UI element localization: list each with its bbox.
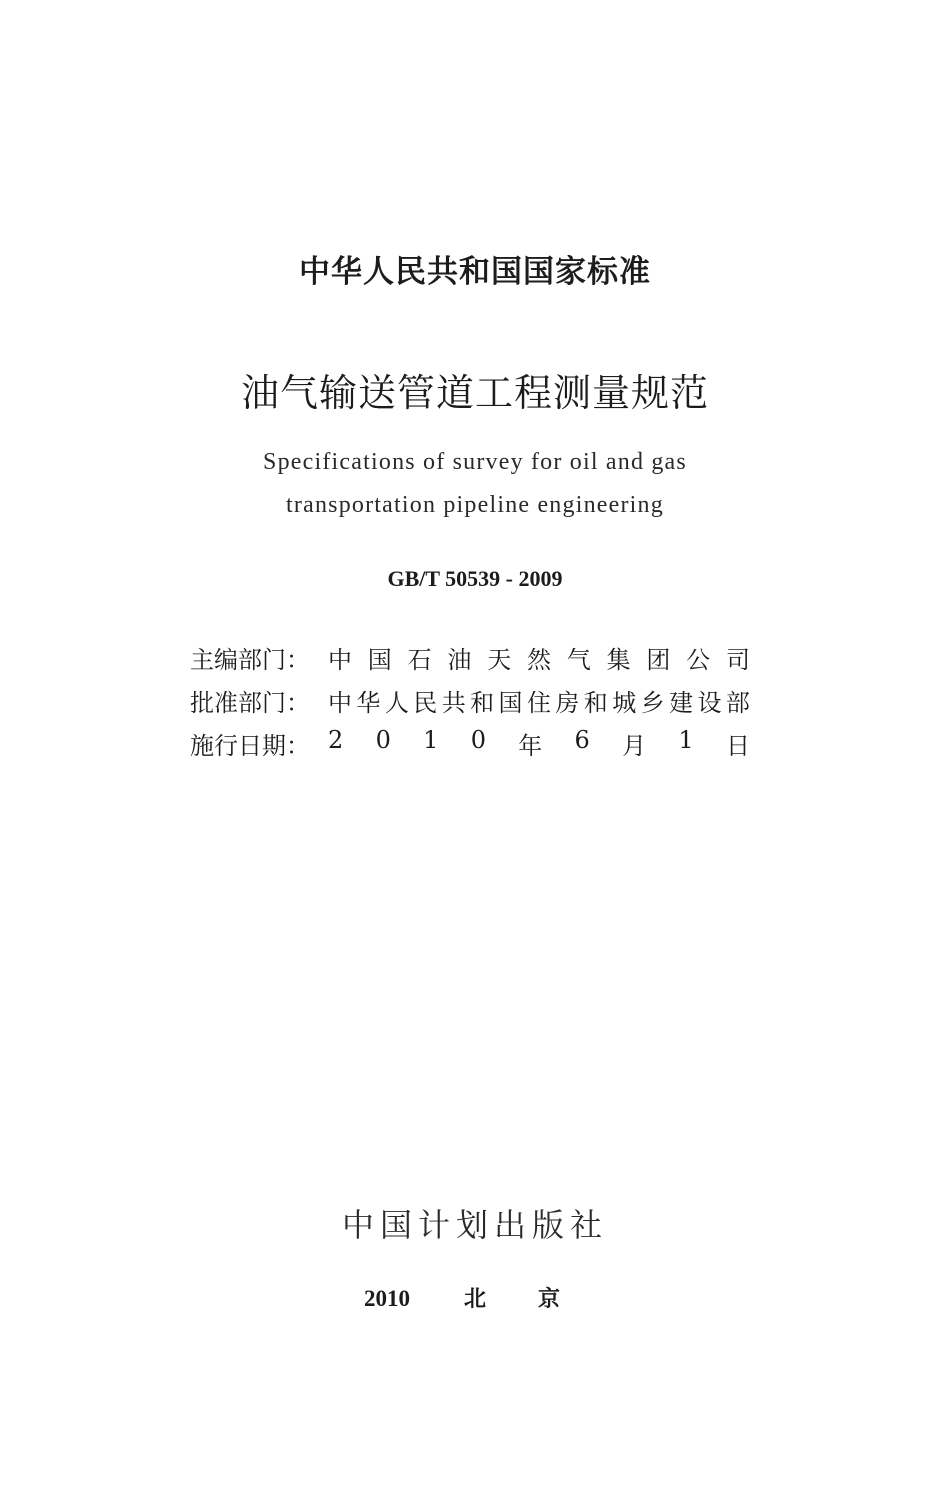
info-char: 国: [367, 646, 392, 674]
document-title-en-line2: transportation pipeline engineering: [286, 492, 664, 518]
editor-label: 主编部门：: [190, 646, 310, 674]
document-title-zh: 油气输送管道工程测量规范: [240, 371, 709, 415]
info-char: 中: [328, 646, 352, 674]
info-char: 集: [606, 646, 631, 674]
info-char: 国: [498, 689, 523, 717]
publisher-name: 中国计划出版社: [341, 1206, 608, 1244]
info-row-editor: [190, 636, 750, 679]
info-char: 城: [612, 689, 637, 717]
info-char: 油: [447, 646, 472, 674]
publication-year: 2010: [363, 1286, 410, 1311]
info-char: 房: [555, 689, 580, 717]
approver-label: 批准部门：: [190, 689, 310, 717]
info-char: 1: [678, 726, 694, 754]
info-char: 和: [583, 689, 608, 717]
publication-city-char-2: 京: [538, 1287, 561, 1312]
info-char: 0: [375, 726, 391, 754]
info-block: [190, 636, 750, 765]
info-char: 团: [646, 646, 671, 674]
info-char: 1: [423, 726, 439, 754]
info-char: 2: [328, 726, 344, 754]
info-char: 华: [356, 689, 381, 717]
info-char: 共: [441, 689, 466, 717]
approver-value: [328, 683, 750, 718]
info-char: 乡: [640, 689, 665, 717]
info-char: 公: [686, 646, 711, 674]
info-char: 6: [574, 726, 590, 754]
info-char: 设: [697, 689, 722, 717]
info-char: 年: [518, 732, 543, 760]
document-title-en-line1: Specifications of survey for oil and gas: [263, 449, 687, 475]
info-char: 和: [470, 689, 495, 717]
info-char: 月: [622, 732, 647, 760]
publication-city-char-1: 北: [463, 1287, 486, 1312]
info-char: 建: [669, 689, 694, 717]
editor-value: [328, 640, 750, 675]
info-row-effective: [190, 722, 750, 765]
info-char: 中: [328, 689, 352, 717]
info-char: 气: [566, 646, 591, 674]
effective-value: [328, 726, 750, 761]
info-row-approver: [190, 679, 750, 722]
info-char: 石: [407, 646, 432, 674]
standard-code: GB/T 50539 - 2009: [387, 566, 563, 591]
info-char: 0: [470, 726, 486, 754]
info-char: 部: [725, 689, 750, 717]
info-char: 人: [384, 689, 409, 717]
publication-place: [0, 1282, 950, 1313]
info-char: 然: [526, 646, 551, 674]
info-char: 天: [487, 646, 512, 674]
info-char: 司: [725, 646, 750, 674]
effective-label: 施行日期：: [190, 732, 310, 760]
info-char: 民: [413, 689, 438, 717]
info-char: 住: [526, 689, 551, 717]
info-char: 日: [725, 732, 750, 760]
national-standard-heading: 中华人民共和国国家标准: [299, 254, 651, 290]
